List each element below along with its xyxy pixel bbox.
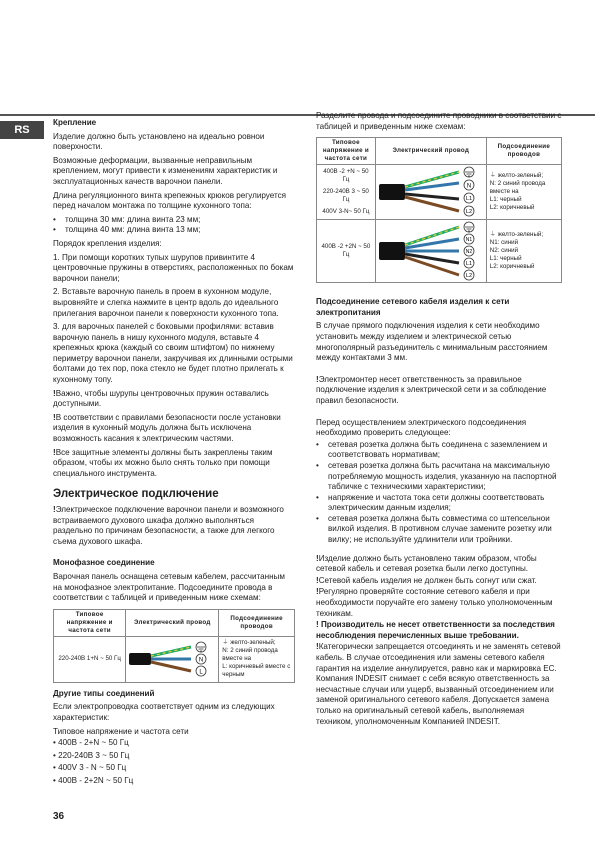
voltage-text: 220-240В 3 ~ 50 Гц bbox=[322, 188, 369, 204]
warning bbox=[316, 620, 562, 641]
table-cell bbox=[486, 165, 561, 220]
label-text: желто-зеленый; bbox=[497, 172, 544, 180]
label-text: L1: черный bbox=[489, 196, 522, 204]
voltage-text: 400В -2 +N ~ 50 Гц bbox=[323, 168, 369, 184]
left-column bbox=[53, 118, 295, 789]
section-title-other-types: Другие типы соединений bbox=[53, 688, 155, 698]
warning bbox=[316, 375, 562, 407]
ground-icon: ⏚ bbox=[489, 231, 498, 239]
list-item: • толщина 40 мм: длина винта 13 мм; bbox=[53, 225, 201, 235]
svg-text:L2: L2 bbox=[465, 273, 472, 280]
list-item-text: толщина 30 мм: длина винта 23 мм; bbox=[65, 214, 201, 224]
check-list-item: • сетевая розетка должна быть соединена с заземлением и соответствовать нормативам; bbox=[316, 440, 562, 461]
label-text: N: 2 синий провода bbox=[489, 180, 546, 188]
svg-text:L2: L2 bbox=[465, 209, 472, 216]
label-text: L2: коричневый bbox=[489, 263, 535, 271]
svg-text:N: N bbox=[199, 657, 204, 664]
section-title-cable: Подсоединение сетевого кабеля изделия к сети электропитания bbox=[316, 297, 510, 317]
warning-icon: ! bbox=[316, 553, 319, 563]
label-text: желто-зеленый; bbox=[230, 639, 276, 647]
paragraph: Варочная панель оснащена сетевым кабелем, рассчитанным на монофазное электропитание. Подсоедините провода в соответствии с таблицей и приведенным ниже схемам: bbox=[53, 571, 285, 603]
warning-text: Категорически запрещается отсоединять и не заменять сетевой кабель. В случае отсоединения или замены сетевого кабеля гарантия на изделие аннулируется, равно как и маркировка ЕС. Компания INDESIT снимает с себя всякую ответственность за несчастные случаи или ущерб, вызванный отсоединением или заменой оригинального сетевого кабеля. Допускается замена только на оригинальный сетевой кабель, выполняемая техником, уполномоченным Компанией INDESIT. bbox=[316, 642, 561, 726]
warning-icon: ! bbox=[316, 374, 319, 384]
cable-5-wire-diagram bbox=[379, 221, 483, 281]
label-text: N: 2 синий провода вместе на bbox=[222, 647, 278, 663]
voltage-list-item: • 400В - 2+2N ~ 50 Гц bbox=[53, 775, 134, 785]
cable-diagram bbox=[126, 636, 219, 682]
paragraph: 2. Вставьте варочную панель в проем в кухонном модуле, выровняйте и слегка нажмите в центр вдоль до идеального прилегания варочнои панели к поверхности кухонного топа. bbox=[53, 287, 279, 318]
warning bbox=[53, 505, 295, 547]
cable-diagram bbox=[375, 165, 486, 220]
warning-text: В соответствии с правилами безопасности после установки изделия в кухонный модуль должна быть исключена возможность касания к электрическим частями. bbox=[53, 412, 281, 444]
table-cell: 220-240В 1+N ~ 50 Гц bbox=[54, 636, 126, 682]
ground-icon: ⏚ bbox=[489, 172, 498, 180]
page-number: 36 bbox=[53, 811, 65, 822]
svg-text:N: N bbox=[466, 183, 471, 190]
paragraph: Разделите провода и подсоедините проводники в соответствии с таблицей и приведенным ниже схемам: bbox=[316, 111, 562, 131]
label-text: вместе на bbox=[489, 188, 519, 196]
label-text: L2: коричневый bbox=[489, 204, 535, 212]
ground-label bbox=[222, 639, 291, 647]
warning bbox=[53, 389, 295, 410]
label-text: L1: черный bbox=[489, 255, 522, 263]
warning bbox=[53, 413, 295, 445]
warning-icon: ! bbox=[53, 447, 56, 457]
warning-icon: ! bbox=[53, 412, 56, 422]
voltage-list-item: • 400V 3 - N ~ 50 Гц bbox=[53, 763, 127, 773]
warning bbox=[316, 576, 562, 587]
check-list-item-text: сетевая розетка должна быть соединена с заземлением и соответствовать нормативам; bbox=[328, 439, 548, 460]
voltage-list-item: • 220-240В 3 ~ 50 Гц bbox=[53, 750, 130, 760]
check-list-item-text: сетевая розетка должна быть расчитана на максимальную потребляемую мощность изделия, указанную на паспортной табличке с техническими характеристики; bbox=[328, 460, 557, 492]
warning-icon: ! bbox=[316, 575, 319, 585]
voltage-list-item: • 400В - 2+N ~ 50 Гц bbox=[53, 738, 129, 748]
language-tab: RS bbox=[0, 121, 44, 139]
svg-text:N2: N2 bbox=[465, 249, 472, 256]
warning-text: Производитель не несет ответственности за последствия несоблюдения перечисленных выше требовании. bbox=[316, 620, 555, 640]
cable-4-wire-diagram bbox=[379, 166, 483, 218]
paragraph: Порядок крепления изделия: bbox=[53, 238, 162, 248]
label-text: N1: синий bbox=[489, 239, 519, 247]
warning-text: Регулярно проверяйте состояние сетевого кабеля и при необходимости поручайте его замену только уполномоченным техникам. bbox=[316, 587, 553, 618]
check-list-item-text: сетевая розетка должна быть совместима со штепсельнои вилкой изделия. В противном случае замените розетку или вилку; не используйте удлинители или тройники. bbox=[328, 513, 552, 545]
cable-diagram bbox=[375, 220, 486, 283]
svg-text:L: L bbox=[199, 669, 203, 676]
table-cell: 400В -2 +2N ~ 50 Гц bbox=[317, 220, 376, 283]
paragraph: Длина регуляционного винта крепежных крюков регулируется перед началом монтажа по толщине кухонного топа: bbox=[53, 190, 286, 211]
table-header: Электрический провод bbox=[126, 609, 219, 636]
check-list-item: • напряжение и частота тока сети должны соответствовать электрическим данным изделия; bbox=[316, 493, 562, 514]
section-title-electrical: Электрическое подключение bbox=[53, 488, 219, 501]
right-column bbox=[316, 111, 562, 730]
voltage-list bbox=[53, 738, 295, 786]
table-header: Электрический провод bbox=[375, 138, 486, 165]
svg-text:L1: L1 bbox=[465, 196, 472, 203]
list-item: • толщина 30 мм: длина винта 23 мм; bbox=[53, 214, 201, 224]
section-title-monophase: Монофазное соединение bbox=[53, 558, 155, 568]
warning-icon: ! bbox=[53, 388, 56, 398]
paragraph: 1. При помощи коротких тупых шурупов привинтите 4 центровочные пружины в отверстиях, расположенных по бокам варочнои панели; bbox=[53, 252, 294, 283]
check-list-item-text: напряжение и частота тока сети должны соответствовать электрическим данным изделия; bbox=[328, 492, 545, 513]
table-header: Подсоединение проводов bbox=[219, 609, 295, 636]
check-list bbox=[316, 440, 562, 546]
check-list-item: • сетевая розетка должна быть расчитана на максимальную потребляемую мощность изделия, указанную на паспортной табличке с техническими характеристики; bbox=[316, 461, 562, 493]
wiring-table-multiphase bbox=[316, 137, 562, 283]
warning-icon: ! bbox=[316, 620, 321, 630]
warning bbox=[316, 587, 562, 619]
label-text: желто-зеленый; bbox=[497, 231, 544, 239]
svg-text:N1: N1 bbox=[465, 237, 472, 244]
cable-3-wire-diagram bbox=[129, 639, 215, 679]
warning-icon: ! bbox=[316, 587, 319, 597]
table-header: Типовое напряжение и частота сети bbox=[317, 138, 376, 165]
warning-text: Изделие должно быть установлено таким образом, чтобы сетевой кабель и сетевая розетка были легко доступны. bbox=[316, 553, 537, 574]
list-item-text: толщина 40 мм: длина винта 13 мм; bbox=[65, 225, 201, 235]
warning-text: Электрическое подключение варочнои панели и возможного встраиваемого духового шкафа должно выполняться раздельно по причинам безопасности, а также для легкого съема духового шкафа. bbox=[53, 505, 284, 546]
paragraph: Перед осуществлением электрического подсоединения необходимо проверить следующее: bbox=[316, 417, 527, 438]
label-text: N2: синий bbox=[489, 247, 519, 255]
paragraph: Изделие должно быть установлено на идеально ровнои поверхности. bbox=[53, 131, 265, 152]
warning bbox=[316, 642, 562, 727]
check-list-item: • сетевая розетка должна быть совместима со штепсельнои вилкой изделия. В противном случае замените розетку или вилку; не используйте удлинители или тройники. bbox=[316, 514, 562, 546]
paragraph: 3. для варочных панелей с боковыми профилями: вставив варочную панель в нишу кухонного модуля, вставьте 4 крепежных крюка (каждый со своим штифтом) по нижнему периметру варочнои панели, закручивая их длинными острыми болтами до тех пор, пока стекло не будет плотно прилегать к кухонному топу. bbox=[53, 322, 293, 385]
label-text: L: коричневый вместе с черным bbox=[222, 663, 291, 679]
warning-text: Электромонтер несет ответственность за правильное подключение изделия к электрической сети и за соблюдение правил безопасности. bbox=[316, 374, 547, 405]
paragraph: Если электропроводка соответствует одним из следующих характеристик: bbox=[53, 702, 275, 722]
paragraph: В случае прямого подключения изделия к сети необходимо установить между изделием и электрической сетью многополярный разъединитель с минимальным расстоянием между контактами 3 мм. bbox=[316, 321, 548, 363]
warning-text: Сетевой кабель изделия не должен быть согнут или сжат. bbox=[318, 575, 537, 585]
table-cell bbox=[219, 636, 295, 682]
table-cell bbox=[486, 220, 561, 283]
wiring-table-monophase bbox=[53, 609, 295, 683]
table-header: Типовое напряжение и частота сети bbox=[54, 609, 126, 636]
paragraph: Типовое напряжение и частота сети bbox=[53, 726, 189, 736]
warning bbox=[53, 448, 295, 480]
table-header: Подсоединение проводов bbox=[486, 138, 561, 165]
warning-icon: ! bbox=[53, 505, 56, 514]
warning-icon: ! bbox=[316, 642, 319, 652]
section-title-mounting: Крепление bbox=[53, 118, 97, 127]
voltage-text: 400V 3-N~ 50 Гц bbox=[322, 208, 370, 216]
ground-icon: ⏚ bbox=[222, 639, 231, 647]
paragraph: Возможные деформации, вызванные неправильным креплением, могут привести к изменениям характеристик и эксплуатационных качеств варочнои панели. bbox=[53, 155, 278, 186]
warning bbox=[316, 554, 562, 575]
svg-text:L1: L1 bbox=[465, 261, 472, 268]
warning-text: Важно, чтобы шурупы центровочных пружин оставались доступными. bbox=[53, 388, 269, 409]
table-cell bbox=[317, 165, 376, 220]
warning-text: Все защитные элементы должны быть закреплены таким образом, чтобы их можно было снять только при помощи специального инструмента. bbox=[53, 447, 273, 478]
